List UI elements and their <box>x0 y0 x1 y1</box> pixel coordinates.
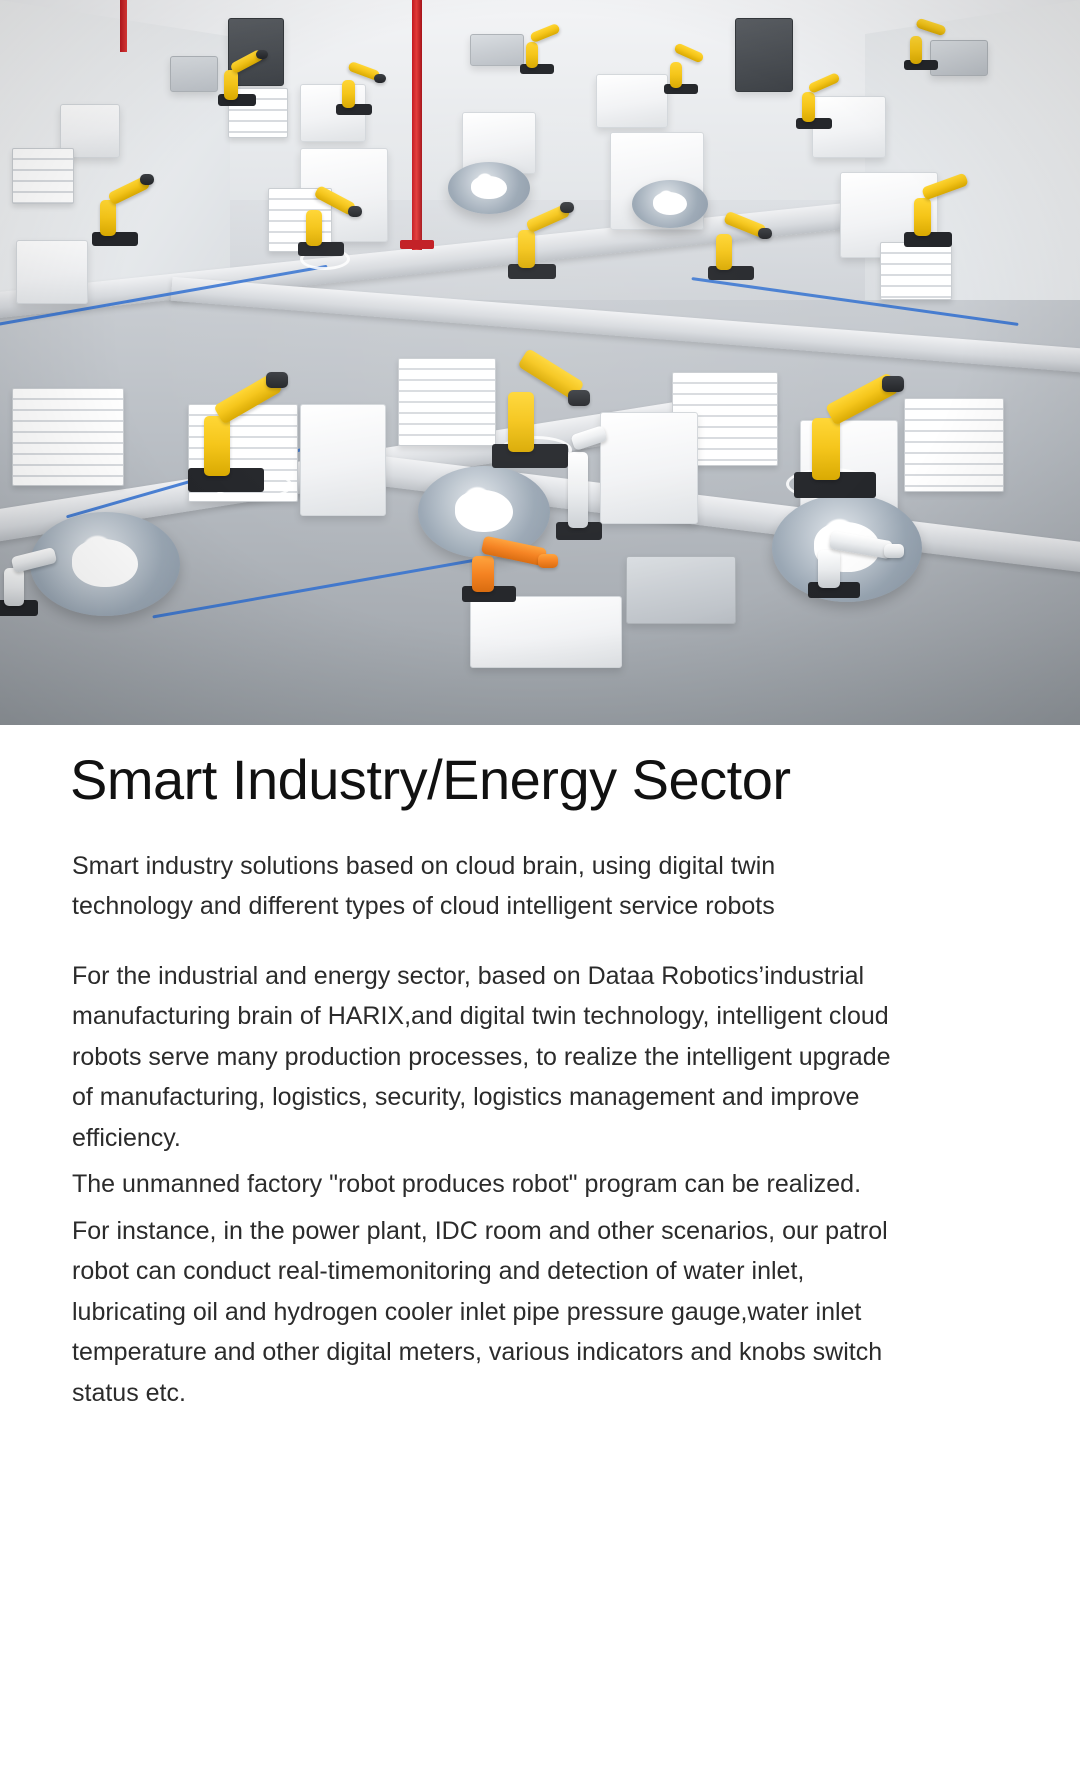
parts-crate-stack <box>12 148 74 204</box>
robot-arm <box>290 176 364 264</box>
robot-arm-white <box>804 520 914 612</box>
article-paragraph: For the industrial and energy sector, based on Dataa Robotics’industrial manufacturing brain of HARIX,and digital twin technology, intelligent cloud robots serve many production processes, to realize the intelligent upgrade of manufacturing, logistics, security, logistics management and improve efficiency. <box>72 961 891 1152</box>
robot-arm <box>500 194 576 286</box>
robot-arm <box>782 372 908 518</box>
hero-image <box>0 0 1080 725</box>
robot-arm <box>86 168 158 254</box>
robot-arm <box>660 36 718 98</box>
article-lede: Smart industry solutions based on cloud brain, using digital twin technology and different types of cloud intelligent service robots <box>72 851 776 920</box>
machine-cabinet <box>300 404 386 516</box>
parts-crate-stack <box>904 398 1004 492</box>
robot-arm <box>516 18 572 78</box>
robot-arm <box>176 370 296 510</box>
article-body <box>0 846 1080 1414</box>
article-paragraph: The unmanned factory "robot produces robot" program can be realized. <box>72 1170 862 1199</box>
machine-cabinet <box>626 556 736 624</box>
robot-arm <box>894 160 972 254</box>
machine-cabinet <box>596 74 668 128</box>
machine-cabinet <box>170 56 218 92</box>
robot-arm <box>700 198 774 288</box>
page-title: Smart Industry/Energy Sector <box>70 748 791 811</box>
factory-scene-illustration <box>0 0 1080 725</box>
robot-arm-white <box>0 534 60 626</box>
red-pillar-base <box>400 240 434 249</box>
parts-crate-stack <box>12 388 124 486</box>
article-paragraph: For instance, in the power plant, IDC room and other scenarios, our patrol robot can conduct real-timemonitoring and detection of water inlet, lubricating oil and hydrogen cooler inlet pipe pressure gauge,water inlet temperature and other digital meters, various indicators and knobs switch status etc. <box>72 1216 888 1407</box>
red-pillar <box>412 0 422 250</box>
red-pillar <box>120 0 127 52</box>
machine-cabinet <box>735 18 793 92</box>
article-content <box>0 725 1080 1413</box>
workstation-table <box>16 240 88 304</box>
robot-arm <box>900 12 958 74</box>
robot-arm <box>214 44 274 110</box>
robot-arm-orange <box>456 528 568 614</box>
robot-arm <box>790 62 850 132</box>
robot-arm <box>330 52 390 118</box>
turntable-platter <box>632 180 708 228</box>
